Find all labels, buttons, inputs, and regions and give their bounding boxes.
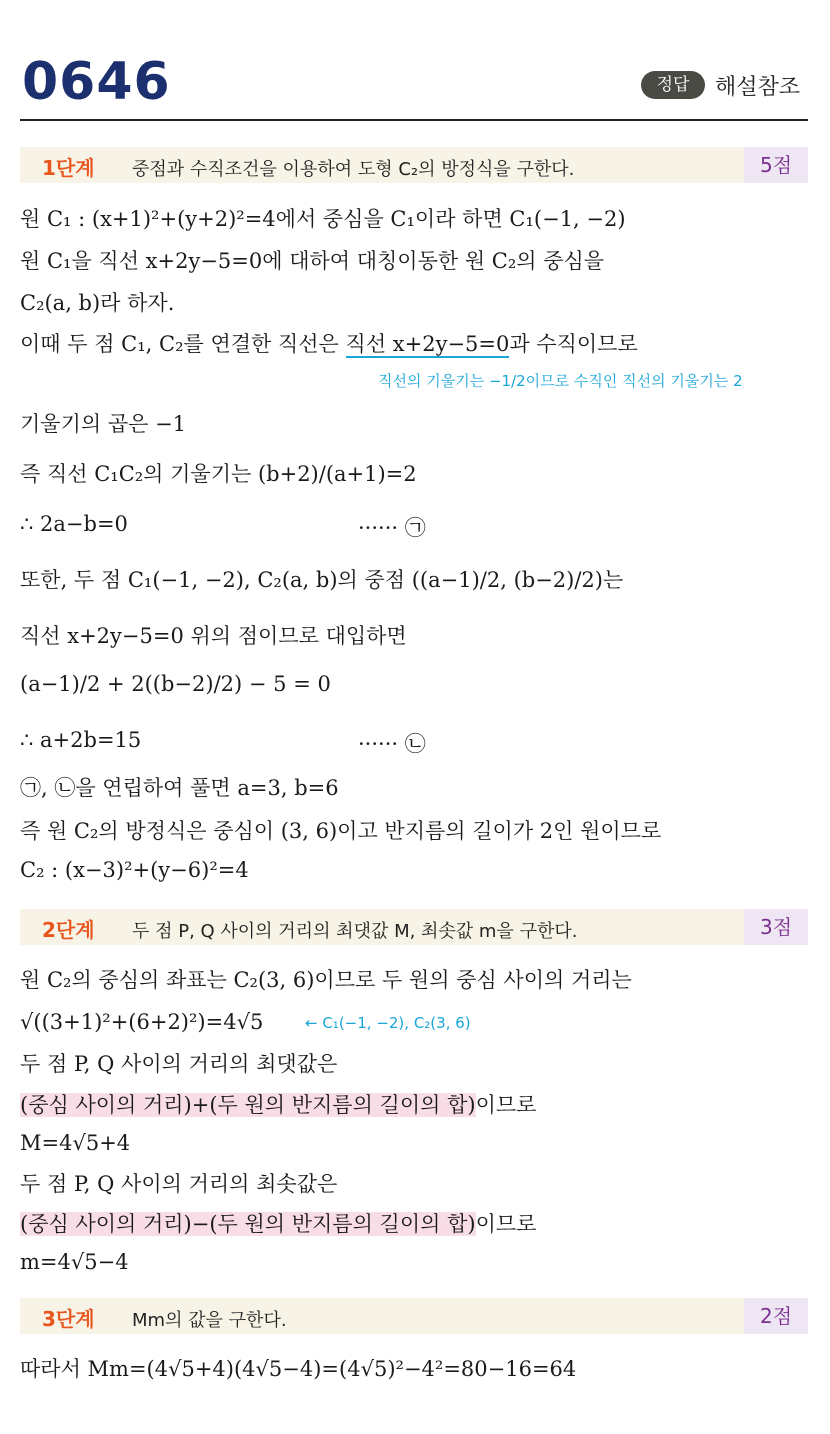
line-19: M=4√5+4 [20, 1131, 131, 1155]
step-3-points: 2점 [744, 1298, 808, 1334]
step-2-desc: 두 점 P, Q 사이의 거리의 최댓값 M, 최솟값 m을 구한다. [132, 921, 578, 942]
line-9: 직선 x+2y−5=0 위의 점이므로 대입하면 [20, 624, 407, 648]
line-3: C₂(a, b)라 하자. [20, 291, 175, 315]
line-18 [20, 1089, 536, 1119]
line-11: ∴ a+2b=15 [20, 728, 142, 752]
step-1-desc: 중점과 수직조건을 이용하여 도형 C₂의 방정식을 구한다. [132, 159, 575, 180]
line-4-underlined: 직선 x+2y−5=0 [345, 332, 510, 356]
line-21-end: 이므로 [475, 1212, 537, 1236]
line-5: 기울기의 곱은 −1 [20, 412, 187, 436]
line-21-highlight: (중심 사이의 거리)−(두 원의 반지름의 길이의 합) [20, 1212, 476, 1236]
line-23: 따라서 Mm=(4√5+4)(4√5−4)=(4√5)²−4²=80−16=64 [20, 1357, 577, 1381]
center-coords-note: ← C₁(−1, −2), C₂(3, 6) [305, 1014, 471, 1032]
line-7-marker: ······ ㉠ [358, 516, 426, 540]
line-10: (a−1)/2 + 2((b−2)/2) − 5 = 0 [20, 672, 331, 696]
line-16: √((3+1)²+(6+2)²)=4√5 [20, 1010, 264, 1034]
line-22: m=4√5−4 [20, 1250, 129, 1274]
line-6: 즉 직선 C₁C₂의 기울기는 (b+2)/(a+1)=2 [20, 462, 417, 486]
header-divider [20, 119, 808, 121]
line-11-marker: ······ ㉡ [358, 732, 426, 756]
line-2: 원 C₁을 직선 x+2y−5=0에 대하여 대칭이동한 원 C₂의 중심을 [20, 249, 605, 273]
line-4-end: 과 수직이므로 [509, 332, 638, 356]
line-4 [20, 328, 638, 358]
line-18-highlight: (중심 사이의 거리)+(두 원의 반지름의 길이의 합) [20, 1093, 476, 1117]
line-8: 또한, 두 점 C₁(−1, −2), C₂(a, b)의 중점 ((a−1)/2, (b−2)/2)는 [20, 568, 624, 592]
line-13: 즉 원 C₂의 방정식은 중심이 (3, 6)이고 반지름의 길이가 2인 원이므로 [20, 819, 662, 843]
slope-note: 직선의 기울기는 −1/2이므로 수직인 직선의 기울기는 2 [378, 372, 743, 390]
step-3-desc: Mm의 값을 구한다. [132, 1310, 287, 1331]
step-2-points: 3점 [744, 909, 808, 945]
step-1-points: 5점 [744, 147, 808, 183]
line-15: 원 C₂의 중심의 좌표는 C₂(3, 6)이므로 두 원의 중심 사이의 거리는 [20, 968, 632, 992]
step-2-tag: 2단계 [42, 918, 95, 942]
problem-number: 0646 [22, 52, 171, 112]
step-2-header [20, 909, 808, 945]
step-1-header [20, 147, 808, 183]
line-7: ∴ 2a−b=0 [20, 512, 128, 536]
line-14: C₂ : (x−3)²+(y−6)²=4 [20, 858, 249, 882]
line-17: 두 점 P, Q 사이의 거리의 최댓값은 [20, 1052, 338, 1076]
step-3-tag: 3단계 [42, 1307, 95, 1331]
line-20: 두 점 P, Q 사이의 거리의 최솟값은 [20, 1172, 338, 1196]
answer-badge: 정답 [641, 71, 705, 99]
step-3-header [20, 1298, 808, 1334]
answer-text: 해설참조 [715, 75, 801, 100]
step-1-tag: 1단계 [42, 156, 95, 180]
line-1: 원 C₁ : (x+1)²+(y+2)²=4에서 중심을 C₁이라 하면 C₁(−1, −2) [20, 207, 626, 231]
line-18-end: 이므로 [475, 1093, 537, 1117]
line-12: ㉠, ㉡을 연립하여 풀면 a=3, b=6 [20, 776, 339, 800]
line-21 [20, 1208, 536, 1238]
line-4-start: 이때 두 점 C₁, C₂를 연결한 직선은 [20, 332, 346, 356]
